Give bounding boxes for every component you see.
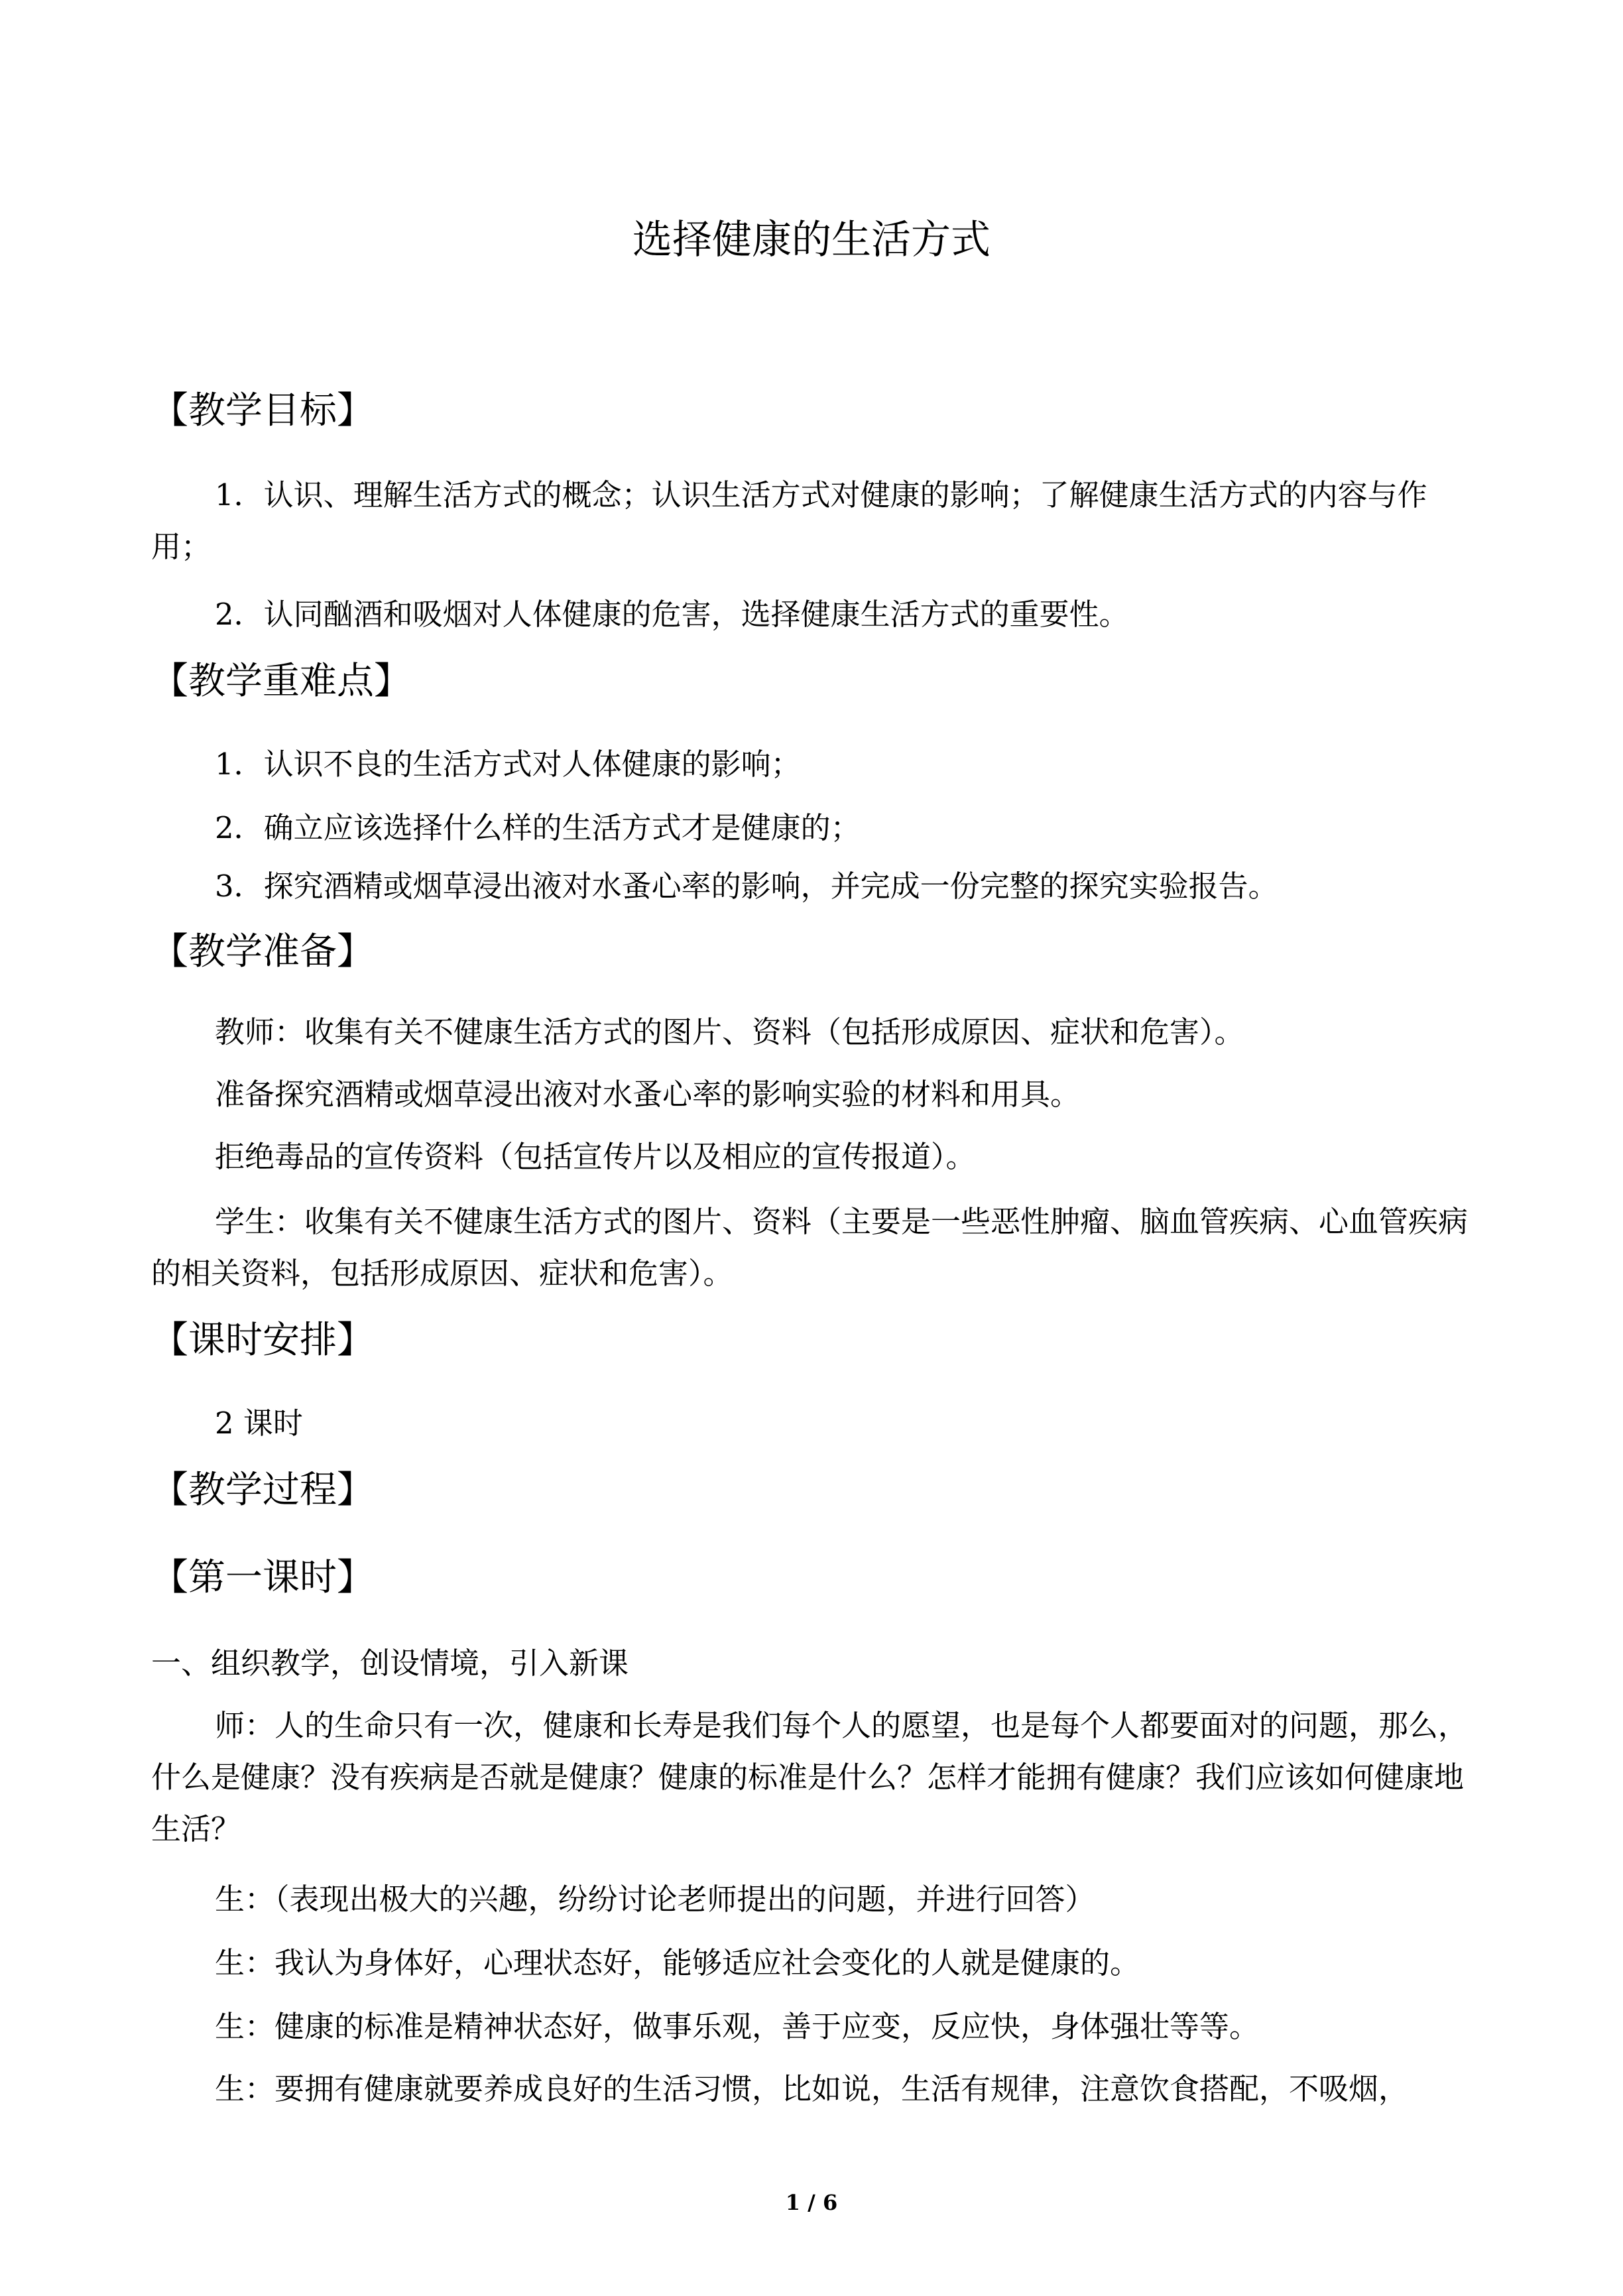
student-reply-3: 生：健康的标准是精神状态好，做事乐观，善于应变，反应快，身体强壮等等。 xyxy=(215,2009,1260,2044)
page-title: 选择健康的生活方式 xyxy=(632,217,991,263)
heading-schedule: 【课时安排】 xyxy=(151,1319,374,1362)
heading-process: 【教学过程】 xyxy=(151,1469,374,1512)
objective-item-1: 1．认识、理解生活方式的概念；认识生活方式对健康的影响；了解健康生活方式的内容与作用； xyxy=(151,477,1427,564)
objective-item-2: 2．认同酗酒和吸烟对人体健康的危害，选择健康生活方式的重要性。 xyxy=(215,597,1129,632)
student-reply-4: 生：要拥有健康就要养成良好的生活习惯，比如说，生活有规律，注意饮食搭配，不吸烟， xyxy=(215,2071,1409,2106)
heading-preparation: 【教学准备】 xyxy=(151,930,374,973)
teacher-speech: 师：人的生命只有一次，健康和长寿是我们每个人的愿望，也是每个人都要面对的问题，那么，什么是健康？没有疾病是否就是健康？健康的标准是什么？怎样才能拥有健康？我们应该如何健康地生活？ xyxy=(151,1708,1469,1846)
preparation-line-3: 拒绝毒品的宣传资料（包括宣传片以及相应的宣传报道）。 xyxy=(215,1139,976,1174)
key-point-3: 3．探究酒精或烟草浸出液对水蚤心率的影响，并完成一份完整的探究实验报告。 xyxy=(215,869,1278,904)
page-number: 1 / 6 xyxy=(785,2190,838,2215)
preparation-student: 学生：收集有关不健康生活方式的图片、资料（主要是一些恶性肿瘤、脑血管疾病、心血管疾病的相关资料，包括形成原因、症状和危害）。 xyxy=(151,1204,1469,1291)
heading-key-points: 【教学重难点】 xyxy=(151,660,411,703)
preparation-teacher: 教师：收集有关不健康生活方式的图片、资料（包括形成原因、症状和危害）。 xyxy=(215,1014,1244,1050)
key-point-1: 1．认识不良的生活方式对人体健康的影响； xyxy=(215,747,801,782)
lesson-1-subheading: 一、组织教学，创设情境，引入新课 xyxy=(151,1646,629,1681)
preparation-line-2: 准备探究酒精或烟草浸出液对水蚤心率的影响实验的材料和用具。 xyxy=(215,1077,1081,1112)
heading-lesson-1: 【第一课时】 xyxy=(151,1556,374,1599)
key-point-2: 2．确立应该选择什么样的生活方式才是健康的； xyxy=(215,810,861,845)
heading-objectives: 【教学目标】 xyxy=(151,389,374,432)
schedule-text: 2 课时 xyxy=(215,1406,303,1441)
student-reply-1: 生：（表现出极大的兴趣，纷纷讨论老师提出的问题，并进行回答） xyxy=(215,1882,1095,1917)
student-reply-2: 生：我认为身体好，心理状态好，能够适应社会变化的人就是健康的。 xyxy=(215,1945,1140,1980)
